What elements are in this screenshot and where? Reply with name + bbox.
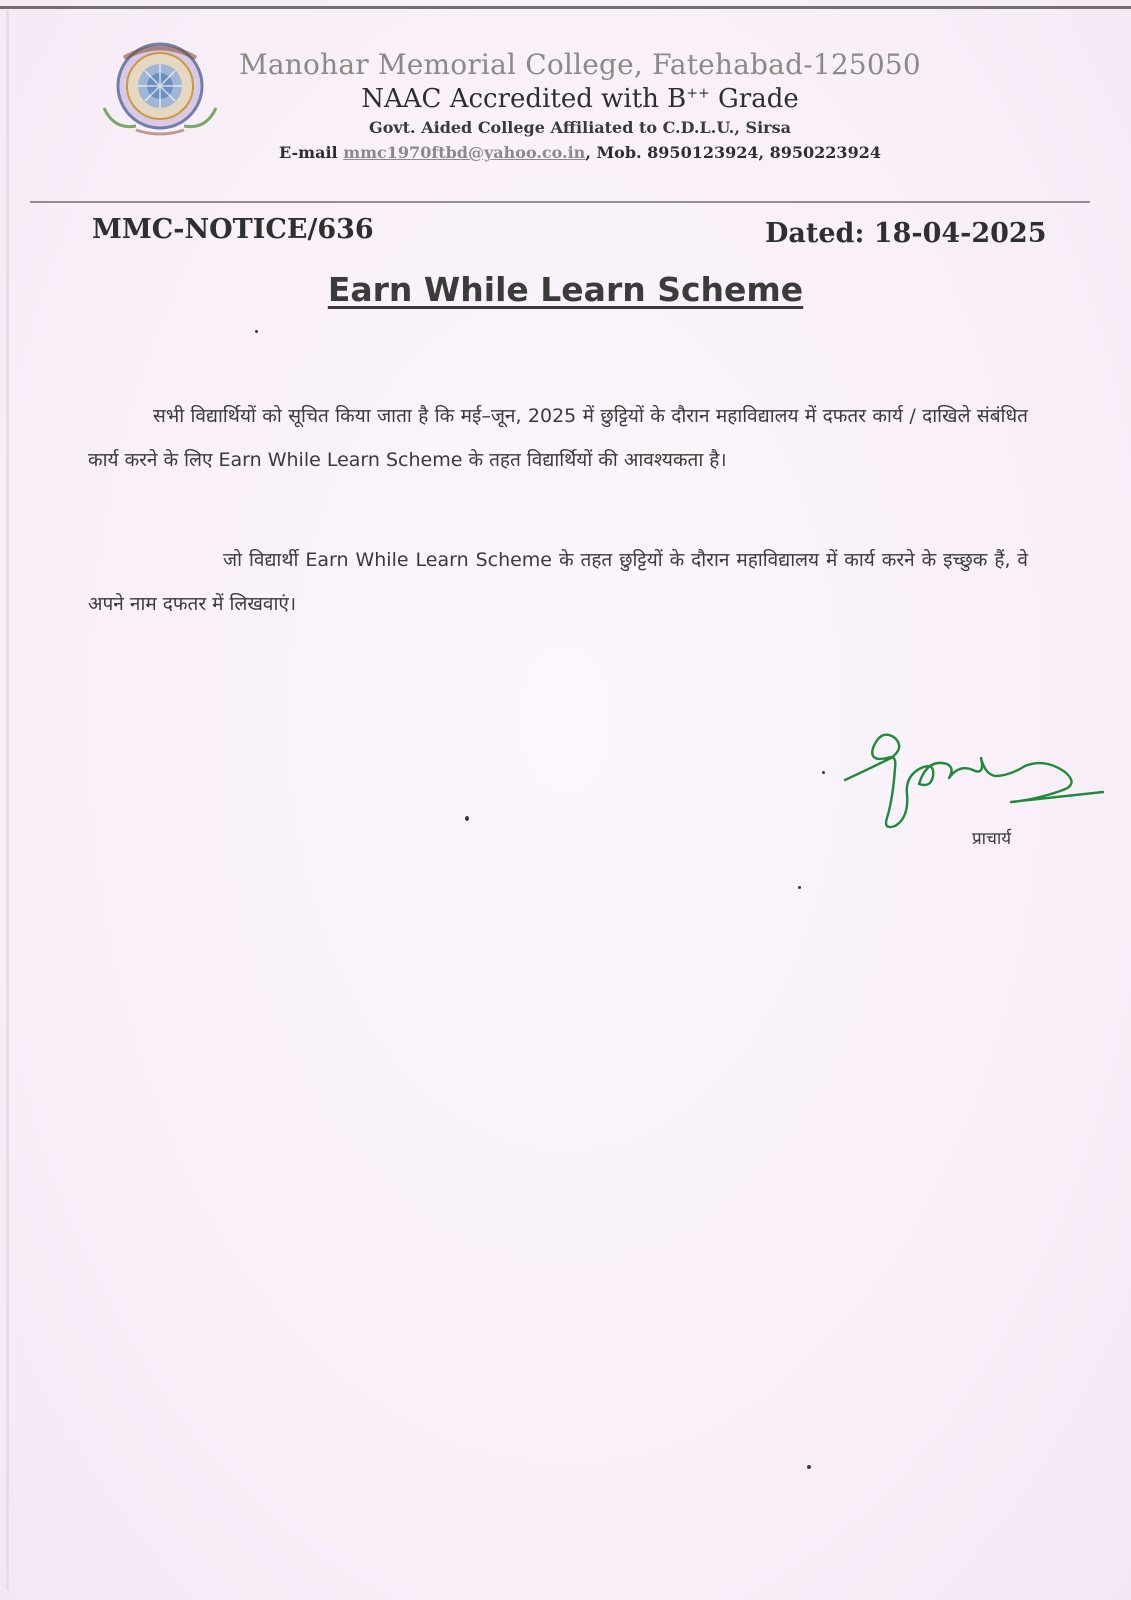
scan-speck [807, 1465, 811, 1469]
scan-speck [465, 816, 469, 821]
notice-number: MMC-NOTICE/636 [92, 214, 374, 245]
notice-date: Dated: 18-04-2025 [765, 218, 1047, 249]
page-title: Earn While Learn Scheme [327, 270, 804, 309]
principal-signatory: प्राचार्य [972, 829, 1012, 849]
header-divider [30, 201, 1090, 203]
college-logo-icon [96, 38, 224, 138]
scan-speck [822, 771, 825, 774]
scan-speck [798, 886, 801, 889]
naac-accreditation: NAAC Accredited with B++ Grade [361, 84, 799, 114]
contact-line: E-mail mmc1970ftbd@yahoo.co.in, Mob. 8950123924, 8950223924 [279, 143, 881, 162]
scan-speck [255, 330, 258, 333]
left-scan-edge [6, 10, 9, 1590]
notice-paragraph-2: जो विद्यार्थी Earn While Learn Scheme के तहत छुट्टियों के दौरान महाविद्यालय में कार्य करने के इच्छुक हैं, वे अपने नाम दफतर में लिखवाएं। [88, 549, 1028, 615]
college-name: Manohar Memorial College, Fatehabad-125050 [239, 48, 921, 81]
affiliation-line: Govt. Aided College Affiliated to C.D.L.U., Sirsa [369, 118, 791, 137]
notice-paragraph-1: सभी विद्यार्थियों को सूचित किया जाता है कि मई–जून, 2025 में छुट्टियों के दौरान महाविद्यालय में दफतर कार्य / दाखिले संबंधित कार्य करने के लिए Earn While Learn Scheme के तहत विद्यार्थियों की आवश्यकता है। [88, 405, 1028, 471]
top-scan-edge [0, 6, 1131, 9]
signature-icon [835, 718, 1110, 838]
email-link[interactable]: mmc1970ftbd@yahoo.co.in [343, 143, 586, 162]
